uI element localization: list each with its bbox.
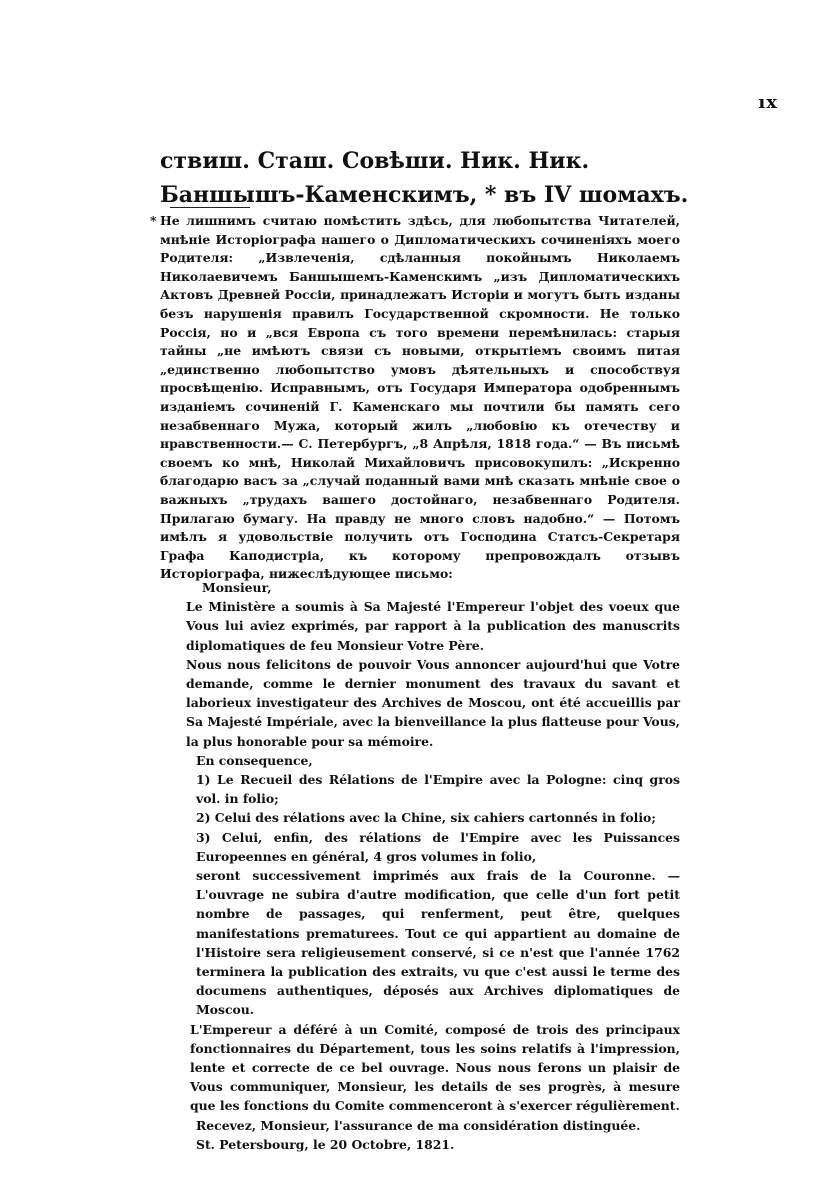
letter-paragraph: L'Empereur a déféré à un Comité, composé de trois des principaux fonctionnaires du Département, tous les soins relatifs à l'impression, lente et correcte de ce bel ouvrage. Nous nous ferons un plaisir de Vous communiquer, Monsieur, les details de ses progrès, à mesure que les fonctions du Comite commenceront à s'exercer régulièrement. [190, 1021, 680, 1114]
letter-date: St. Petersbourg, le 20 Octobre, 1821. [196, 1136, 455, 1152]
letter-paragraph: Nous nous felicitons de pouvoir Vous annoncer aujourd'hui que Votre demande, comme le dernier monument des travaux du savant et laborieux investigateur des Archives de Moscou, ont été accueillis par Sa Majesté Impériale, avec la bienveillance la plus flatteuse pour Vous, la plus honorable pour sa mémoire. [186, 656, 680, 749]
letter-list-item: 3) Celui, enfin, des rélations de l'Empire avec les Puissances Europeennes en général, 4 gros volumes in folio, [196, 829, 680, 864]
letter-list-item: 1) Le Recueil des Rélations de l'Empire avec la Pologne: cinq gros vol. in folio; [196, 772, 680, 807]
letter [172, 578, 680, 1154]
letter-list-item: 2) Celui des rélations avec la Chine, six cahiers cartonnés in folio; [196, 810, 656, 826]
letter-closing: Recevez, Monsieur, l'assurance de ma considération distinguée. [196, 1117, 641, 1133]
letter-paragraph: En consequence, [196, 752, 313, 768]
footnote-rule [170, 207, 250, 208]
footnote [150, 212, 680, 584]
letter-paragraph: Le Ministère a soumis à Sa Majesté l'Empereur l'objet des voeux que Vous lui aviez exprimés, par rapport à la publication des manuscrits diplomatiques de feu Monsieur Votre Père. [186, 599, 680, 653]
page-heading: ствиш. Сташ. Совѣши. Ник. Ник. Баншышъ-Каменскимъ, * въ IV шомахъ. [160, 148, 689, 208]
footnote-text: Не лишнимъ считаю помѣстить здѣсь, для любопытства Читателей, мнѣніе Исторіографа нашего о Дипломатическихъ сочиненіяхъ моего Родителя: „Извлеченія, сдѣланныя покойнымъ Николаемъ Николаевичемъ Баншышемъ-Каменскимъ „изъ Дипломатическихъ Актовъ Древней Россіи, принадлежатъ Исторіи и могутъ быть изданы безъ нарушенія правилъ Государственной скромности. Не только Россія, но и „вся Европа съ того времени перемѣнилась: старыя тайны „не имѣютъ связи съ новыми, открытіемъ своимъ питая „единственно любопытство умовъ дѣятельныхъ и способствуя просвѣщенію. Исправнымъ, отъ Государя Императора одобреннымъ изданіемъ сочиненій Г. Каменскаго мы почтили бы память сего незабвеннаго Мужа, который жилъ „любовію къ отечеству и нравственности.— С. Петербургъ, „8 Апрѣля, 1818 года.“ — Въ письмѣ своемъ ко мнѣ, Николай Михайловичъ присовокупилъ: „Искренно благодарю васъ за „случай поданный вами мнѣ сказать мнѣніе свое о важныхъ „трудахъ вашего достойнаго, незабвеннаго Родителя. Прилагаю бумагу. На правду не много словъ надобно.“ — Потомъ имѣлъ я удовольствіе получить отъ Господина Статсъ-Секретаря Графа Каподистріа, къ которому препровождалъ отзывъ Исторіографа, нижеслѣдующее письмо: [160, 213, 680, 582]
letter-salutation: Monsieur, [202, 580, 272, 595]
letter-paragraph: seront successivement imprimés aux frais de la Couronne. — L'ouvrage ne subira d'autre modification, que celle d'un fort petit nombre de passages, qui renferment, peut être, quelques manifestations prematurees. Tout ce qui appartient au domaine de l'Histoire sera religieusement conservé, si ce n'est que l'année 1762 terminera la publication des extraits, vu que c'est aussi le terme des documens authentiques, déposés aux Archives diplomatiques de Moscou. [196, 868, 680, 1018]
footnote-marker: * [150, 213, 157, 228]
page-number: ıx [758, 92, 778, 113]
